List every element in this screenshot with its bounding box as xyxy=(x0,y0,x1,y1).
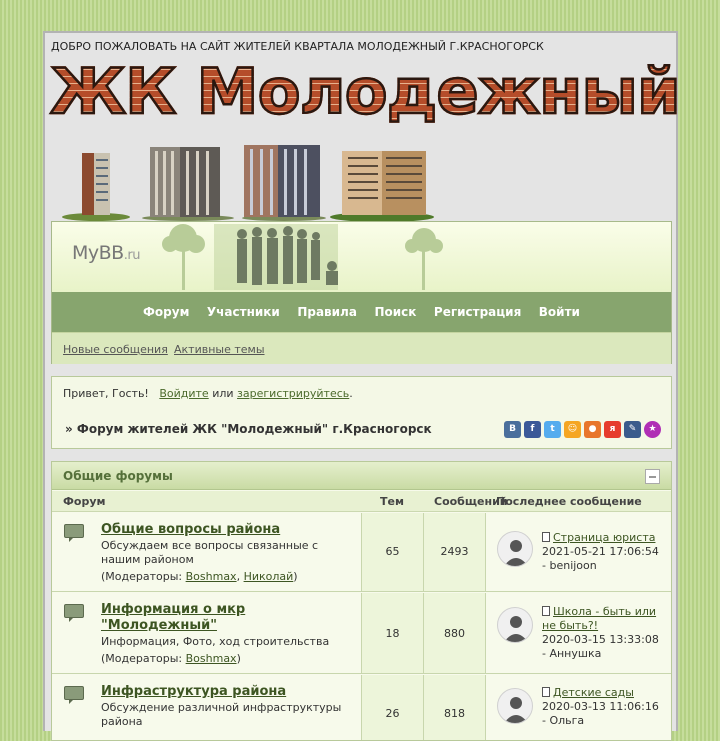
nav-login[interactable]: Войти xyxy=(538,305,580,319)
forum-row xyxy=(52,513,671,592)
buildings-illustration xyxy=(60,141,440,221)
column-topics: Тем xyxy=(380,495,404,508)
last-post-author: - Ольга xyxy=(542,714,585,727)
forum-row xyxy=(52,675,671,741)
last-post-author: - benijoon xyxy=(542,559,597,572)
last-post-date: 2020-03-13 11:06:16 xyxy=(542,700,659,713)
posts-count: 2493 xyxy=(440,545,469,558)
main-navigation xyxy=(52,292,671,332)
last-post-link[interactable]: Школа - быть или не быть?! xyxy=(542,605,657,632)
livejournal-icon[interactable]: ✎ xyxy=(624,421,641,438)
mybb-logo[interactable]: MyBB.ru xyxy=(72,242,140,264)
forum-title-link[interactable]: Инфраструктура района xyxy=(101,684,287,699)
active-topics-link[interactable]: Активные темы xyxy=(174,343,265,356)
collapse-toggle[interactable] xyxy=(645,469,660,484)
forum-moderators: (Модераторы: Boshmax) xyxy=(101,652,241,665)
forum-read-icon xyxy=(64,524,84,538)
avatar[interactable] xyxy=(497,688,533,724)
nav-register[interactable]: Регистрация xyxy=(433,305,522,319)
document-icon xyxy=(542,532,550,542)
nav-members[interactable]: Участники xyxy=(206,305,280,319)
avatar[interactable] xyxy=(497,531,533,567)
liveinternet-icon[interactable]: я xyxy=(604,421,621,438)
category-header xyxy=(52,462,671,490)
column-last-post: Последнее сообщение xyxy=(496,495,642,508)
moderator-link[interactable]: Николай xyxy=(243,570,294,583)
avatar[interactable] xyxy=(497,607,533,643)
nav-search[interactable]: Поиск xyxy=(374,305,417,319)
vk-icon[interactable]: В xyxy=(504,421,521,438)
forum-category-table xyxy=(51,461,672,741)
people-illustration xyxy=(162,222,482,292)
document-icon xyxy=(542,606,550,616)
last-post-author: - Аннушка xyxy=(542,647,602,660)
moderator-link[interactable]: Boshmax xyxy=(185,652,237,665)
myworld-icon[interactable]: ☺ xyxy=(564,421,581,438)
welcome-banner: ДОБРО ПОЖАЛОВАТЬ НА САЙТ ЖИТЕЛЕЙ КВАРТАЛА МОЛОДЕЖНЫЙ Г.КРАСНОГОРСК xyxy=(51,40,544,53)
moderator-link[interactable]: Boshmax xyxy=(185,570,237,583)
forum-row xyxy=(52,593,671,674)
breadcrumb[interactable]: » Форум жителей ЖК "Молодежный" г.Красногорск xyxy=(65,422,432,436)
new-posts-link[interactable]: Новые сообщения xyxy=(63,343,168,356)
posts-count: 818 xyxy=(444,707,465,720)
posts-count: 880 xyxy=(444,627,465,640)
forum-read-icon xyxy=(64,604,84,618)
facebook-icon[interactable]: f xyxy=(524,421,541,438)
page-container xyxy=(43,31,681,731)
forum-header xyxy=(51,221,672,364)
column-posts: Сообщений xyxy=(434,495,508,508)
forum-title-link[interactable]: Информация о мкр "Молодежный" xyxy=(101,602,246,633)
topics-count: 65 xyxy=(385,545,400,558)
topics-count: 18 xyxy=(385,627,400,640)
site-logo[interactable]: ЖК Молодежный xyxy=(50,55,681,128)
header-banner xyxy=(52,222,671,292)
forum-title-link[interactable]: Общие вопросы района xyxy=(101,522,281,537)
forum-description: Обсуждаем все вопросы связанные с нашим районом xyxy=(101,539,319,566)
last-post-date: 2021-05-21 17:06:54 xyxy=(542,545,659,558)
forum-description: Информация, Фото, ход строительства xyxy=(101,635,330,648)
social-share-bar xyxy=(504,421,661,438)
column-forum: Форум xyxy=(63,495,106,508)
forum-description: Обсуждение различной инфраструктуры района xyxy=(101,701,342,728)
login-link[interactable]: Войдите xyxy=(159,387,209,400)
greeting-text: Привет, Гость! Войдите или зарегистрируйтесь. xyxy=(63,387,353,400)
forum-read-icon xyxy=(64,686,84,700)
forum-moderators: (Модераторы: Boshmax, Николай) xyxy=(101,570,298,583)
document-icon xyxy=(542,687,550,697)
favorites-icon[interactable]: ★ xyxy=(644,421,661,438)
topics-count: 26 xyxy=(385,707,400,720)
last-post-link[interactable]: Страница юриста xyxy=(542,531,667,545)
register-link[interactable]: зарегистрируйтесь xyxy=(237,387,350,400)
sub-navigation xyxy=(52,332,671,364)
twitter-icon[interactable]: t xyxy=(544,421,561,438)
nav-rules[interactable]: Правила xyxy=(297,305,357,319)
last-post-date: 2020-03-15 13:33:08 xyxy=(542,633,659,646)
nav-forum[interactable]: Форум xyxy=(143,305,190,319)
last-post-link[interactable]: Детские сады xyxy=(542,686,667,700)
greeting-box xyxy=(51,376,672,449)
odnoklassniki-icon[interactable]: ● xyxy=(584,421,601,438)
table-column-headers xyxy=(52,491,671,512)
category-title: Общие форумы xyxy=(63,469,173,483)
